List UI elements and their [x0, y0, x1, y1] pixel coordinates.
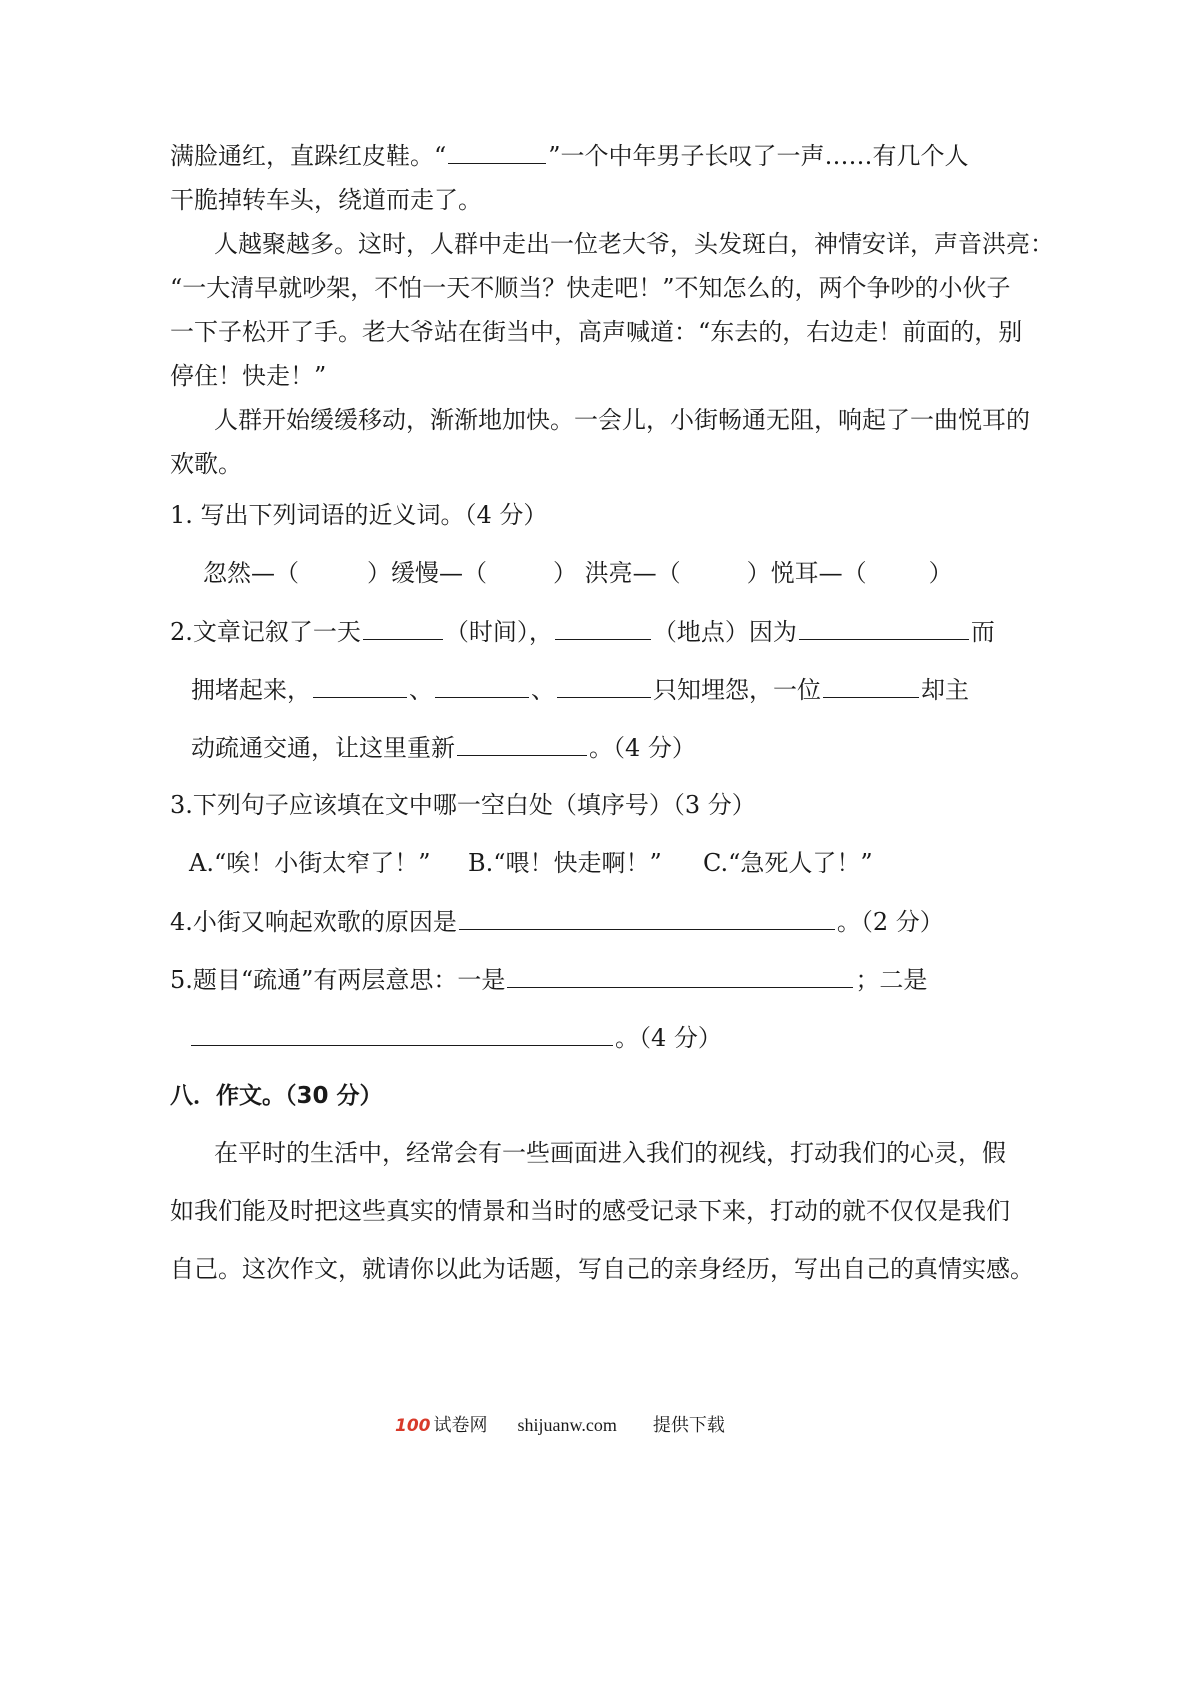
question-4-line [170, 906, 944, 938]
section-8-heading: 八．作文。（30 分） [170, 1083, 383, 1109]
footer [395, 1413, 725, 1438]
passage-line: 停住！快走！” [170, 362, 327, 390]
passage-text: 满脸通红，直跺红皮鞋。“ [170, 142, 447, 170]
passage-line: 干脆掉转车头，绕道而走了。 [170, 186, 482, 214]
question-2-line [191, 674, 969, 706]
question-5-text: 5.题目“疏通”有两层意思：一是 [170, 966, 506, 994]
passage-line: 人越聚越多。这时，人群中走出一位老大爷，头发斑白，神情安详，声音洪亮： [214, 230, 1054, 258]
question-5-text: ；二是 [855, 966, 928, 994]
question-3-option-a: A.“唉！小街太窄了！” [189, 849, 431, 877]
passage-line: 人群开始缓缓移动，渐渐地加快。一会儿，小街畅通无阻，响起了一曲悦耳的 [214, 406, 1030, 434]
answer-blank [313, 675, 407, 698]
question-2-text: （地点）因为 [652, 618, 797, 646]
question-5-line [189, 1022, 722, 1054]
answer-blank [457, 733, 587, 756]
synonym-item: ） 洪亮—（ [553, 559, 681, 587]
question-2-text: 、 [531, 676, 555, 704]
synonym-item: ）缓慢—（ [367, 559, 487, 587]
question-3-option-b: B.“喂！快走啊！” [468, 849, 662, 877]
question-2-text: 却主 [921, 676, 969, 704]
question-2-text: 。（4 分） [589, 734, 696, 762]
answer-blank [507, 965, 853, 988]
question-5-line [170, 964, 927, 996]
question-2-text: 而 [970, 618, 995, 646]
synonym-item: ）悦耳—（ [746, 559, 867, 587]
synonym-item: ） [928, 559, 953, 587]
question-2-text: 只知埋怨，一位 [653, 676, 821, 704]
question-4-text: 。（2 分） [836, 908, 944, 936]
question-1-title: 1. 写出下列词语的近义词。（4 分） [170, 501, 548, 529]
question-1-words [203, 557, 953, 589]
question-2-text: （时间）， [444, 618, 553, 646]
composition-line: 在平时的生活中，经常会有一些画面进入我们的视线，打动我们的心灵，假 [214, 1139, 1006, 1167]
question-2-text: 、 [409, 676, 433, 704]
answer-blank [191, 1023, 613, 1046]
site-logo: 100 [395, 1416, 431, 1436]
answer-blank [799, 617, 969, 640]
answer-blank [823, 675, 919, 698]
quote-blank [448, 141, 546, 164]
question-2-line [170, 616, 995, 648]
question-4-text: 4.小街又响起欢歌的原因是 [170, 908, 457, 936]
question-2-text: 2.文章记叙了一天 [170, 618, 361, 646]
passage-line: “一大清早就吵架，不怕一天不顺当？快走吧！”不知怎么的，两个争吵的小伙子 [170, 274, 1011, 302]
answer-blank [557, 675, 651, 698]
passage-line: 一下子松开了手。老大爷站在街当中，高声喊道：“东去的，右边走！前面的，别 [170, 318, 1023, 346]
passage-line: 欢歌。 [170, 450, 242, 478]
answer-blank [459, 907, 835, 930]
passage-text: ”一个中年男子长叹了一声……有几个人 [548, 142, 969, 170]
synonym-item: 忽然—（ [203, 559, 299, 587]
question-2-text: 动疏通交通，让这里重新 [191, 734, 455, 762]
answer-blank [435, 675, 529, 698]
question-3-option-c: C.“急死人了！” [703, 849, 873, 877]
footer-brand: 试卷网 [433, 1415, 488, 1436]
answer-blank [555, 617, 651, 640]
footer-note: 提供下载 [652, 1415, 725, 1436]
question-3-title: 3.下列句子应该填在文中哪一空白处（填序号）（3 分） [170, 791, 756, 819]
question-5-text: 。（4 分） [615, 1024, 722, 1052]
answer-blank [363, 617, 443, 640]
passage-line [170, 140, 969, 172]
composition-line: 自己。这次作文，就请你以此为话题，写自己的亲身经历，写出自己的真情实感。 [170, 1255, 1034, 1283]
footer-site[interactable]: shijuanw.com [517, 1415, 617, 1435]
question-2-text: 拥堵起来， [191, 676, 311, 704]
question-2-line [191, 732, 696, 764]
composition-line: 如我们能及时把这些真实的情景和当时的感受记录下来，打动的就不仅仅是我们 [170, 1197, 1010, 1225]
